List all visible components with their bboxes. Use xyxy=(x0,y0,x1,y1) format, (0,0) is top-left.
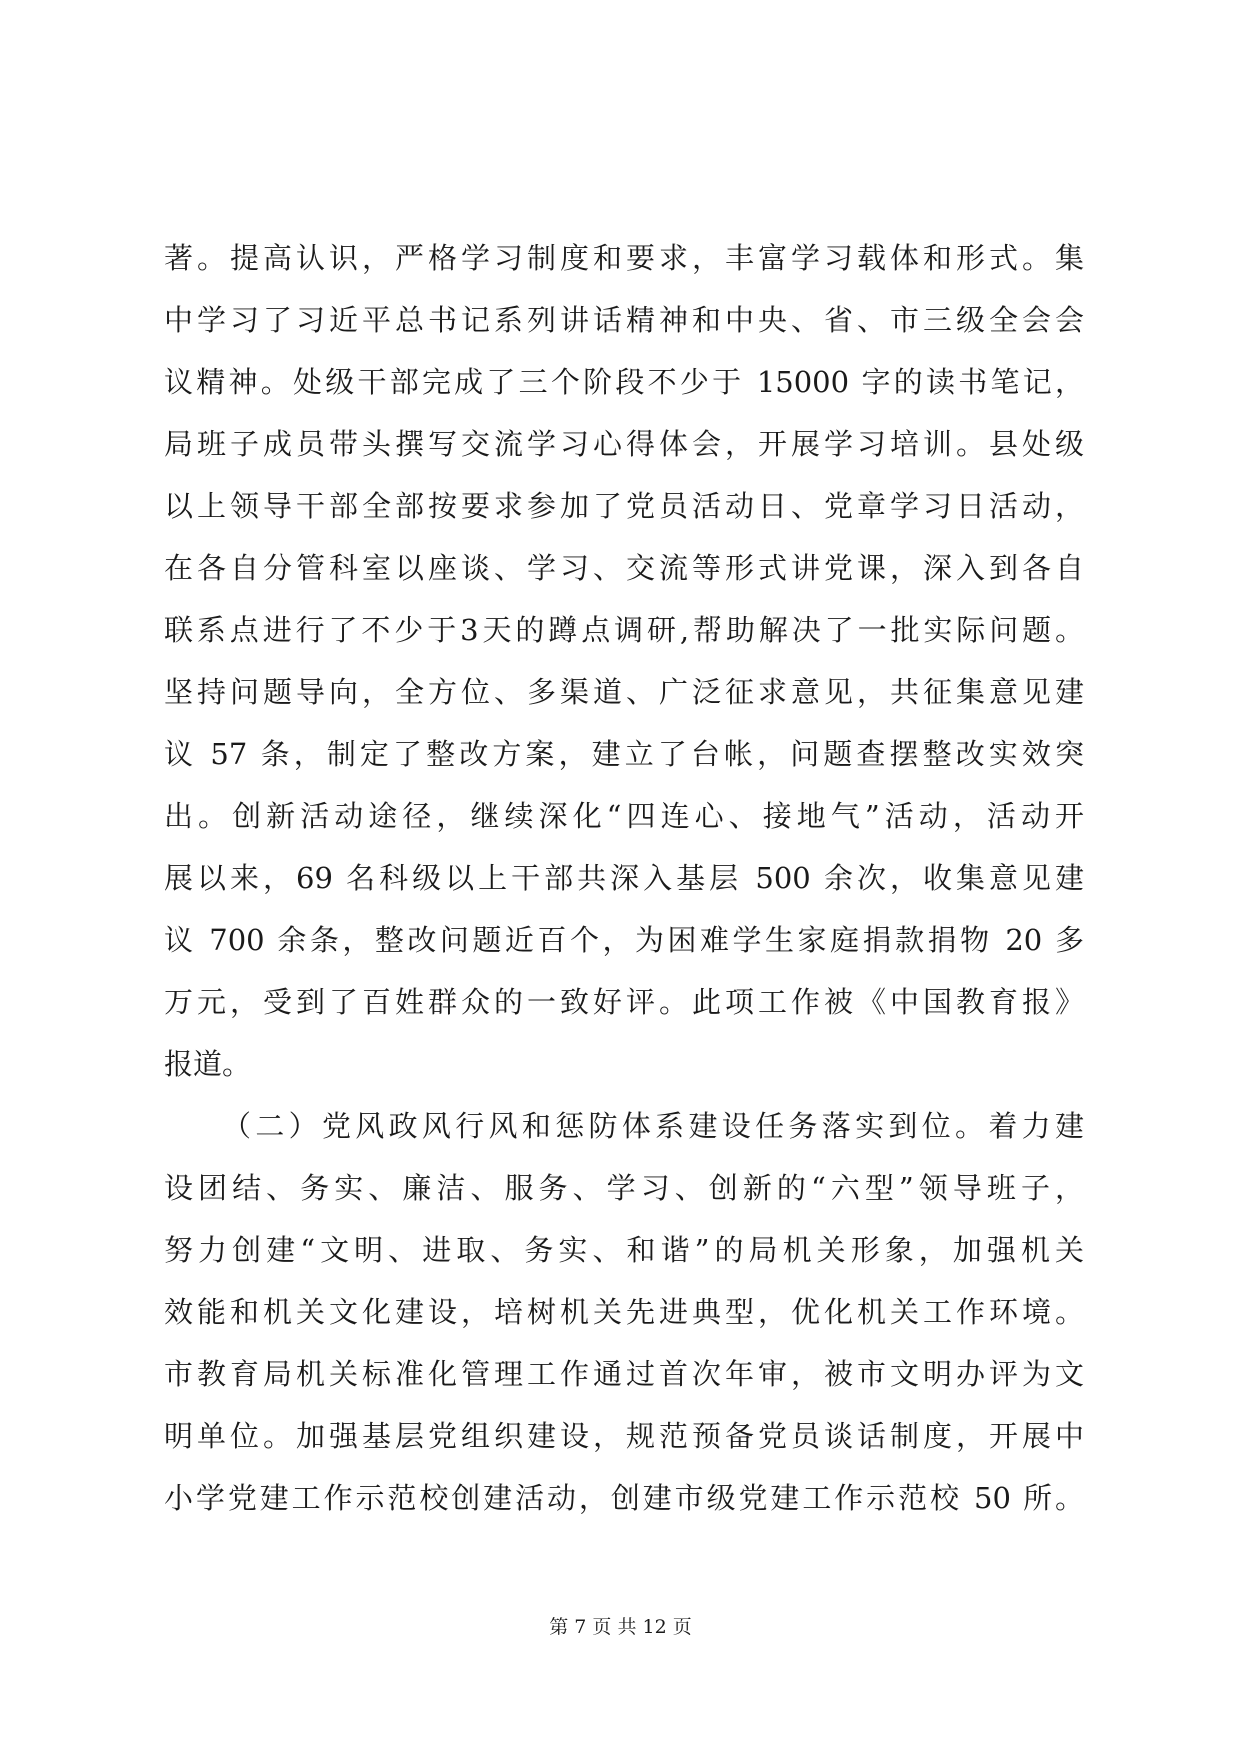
paragraph-1-line-8: 坚持问题导向，全方位、多渠道、广泛征求意见，共征集意见建 xyxy=(164,675,1084,709)
paragraph-2-line-2: 设团结、务实、廉洁、服务、学习、创新的“六型”领导班子， xyxy=(164,1171,1084,1205)
paragraph-1-line-11: 展以来，69 名科级以上干部共深入基层 500 余次，收集意见建 xyxy=(164,861,1084,895)
paragraph-1-line-14: 报道。 xyxy=(164,1047,252,1081)
paragraph-1-line-9: 议 57 条，制定了整改方案，建立了台帐，问题查摆整改实效突 xyxy=(164,737,1084,771)
paragraph-2-line-6: 明单位。加强基层党组织建设，规范预备党员谈话制度，开展中 xyxy=(164,1419,1084,1453)
paragraph-1-line-13: 万元，受到了百姓群众的一致好评。此项工作被《中国教育报》 xyxy=(164,985,1084,1019)
paragraph-2-line-7: 小学党建工作示范校创建活动，创建市级党建工作示范校 50 所。 xyxy=(164,1481,1084,1515)
paragraph-1-line-12: 议 700 余条，整改问题近百个，为困难学生家庭捐款捐物 20 多 xyxy=(164,923,1084,957)
paragraph-2-line-1: （二）党风政风行风和惩防体系建设任务落实到位。着力建 xyxy=(222,1109,1084,1143)
paragraph-1-line-2: 中学习了习近平总书记系列讲话精神和中央、省、市三级全会会 xyxy=(164,303,1084,337)
body-text xyxy=(164,227,1084,1529)
paragraph-1-line-7: 联系点进行了不少于3天的蹲点调研,帮助解决了一批实际问题。 xyxy=(164,613,1084,647)
paragraph-1-line-10: 出。创新活动途径，继续深化“四连心、接地气”活动，活动开 xyxy=(164,799,1084,833)
paragraph-1-line-5: 以上领导干部全部按要求参加了党员活动日、党章学习日活动， xyxy=(164,489,1084,523)
paragraph-2-line-4: 效能和机关文化建设，培树机关先进典型，优化机关工作环境。 xyxy=(164,1295,1084,1329)
paragraph-1-line-3: 议精神。处级干部完成了三个阶段不少于 15000 字的读书笔记， xyxy=(164,365,1084,399)
paragraph-1-line-4: 局班子成员带头撰写交流学习心得体会，开展学习培训。县处级 xyxy=(164,427,1084,461)
paragraph-2-line-5: 市教育局机关标准化管理工作通过首次年审，被市文明办评为文 xyxy=(164,1357,1084,1391)
paragraph-1-line-1: 著。提高认识，严格学习制度和要求，丰富学习载体和形式。集 xyxy=(164,241,1084,275)
paragraph-1-line-6: 在各自分管科室以座谈、学习、交流等形式讲党课，深入到各自 xyxy=(164,551,1084,585)
page-number-footer: 第 7 页 共 12 页 xyxy=(549,1616,692,1638)
paragraph-2-line-3: 努力创建“文明、进取、务实、和谐”的局机关形象，加强机关 xyxy=(164,1233,1084,1267)
